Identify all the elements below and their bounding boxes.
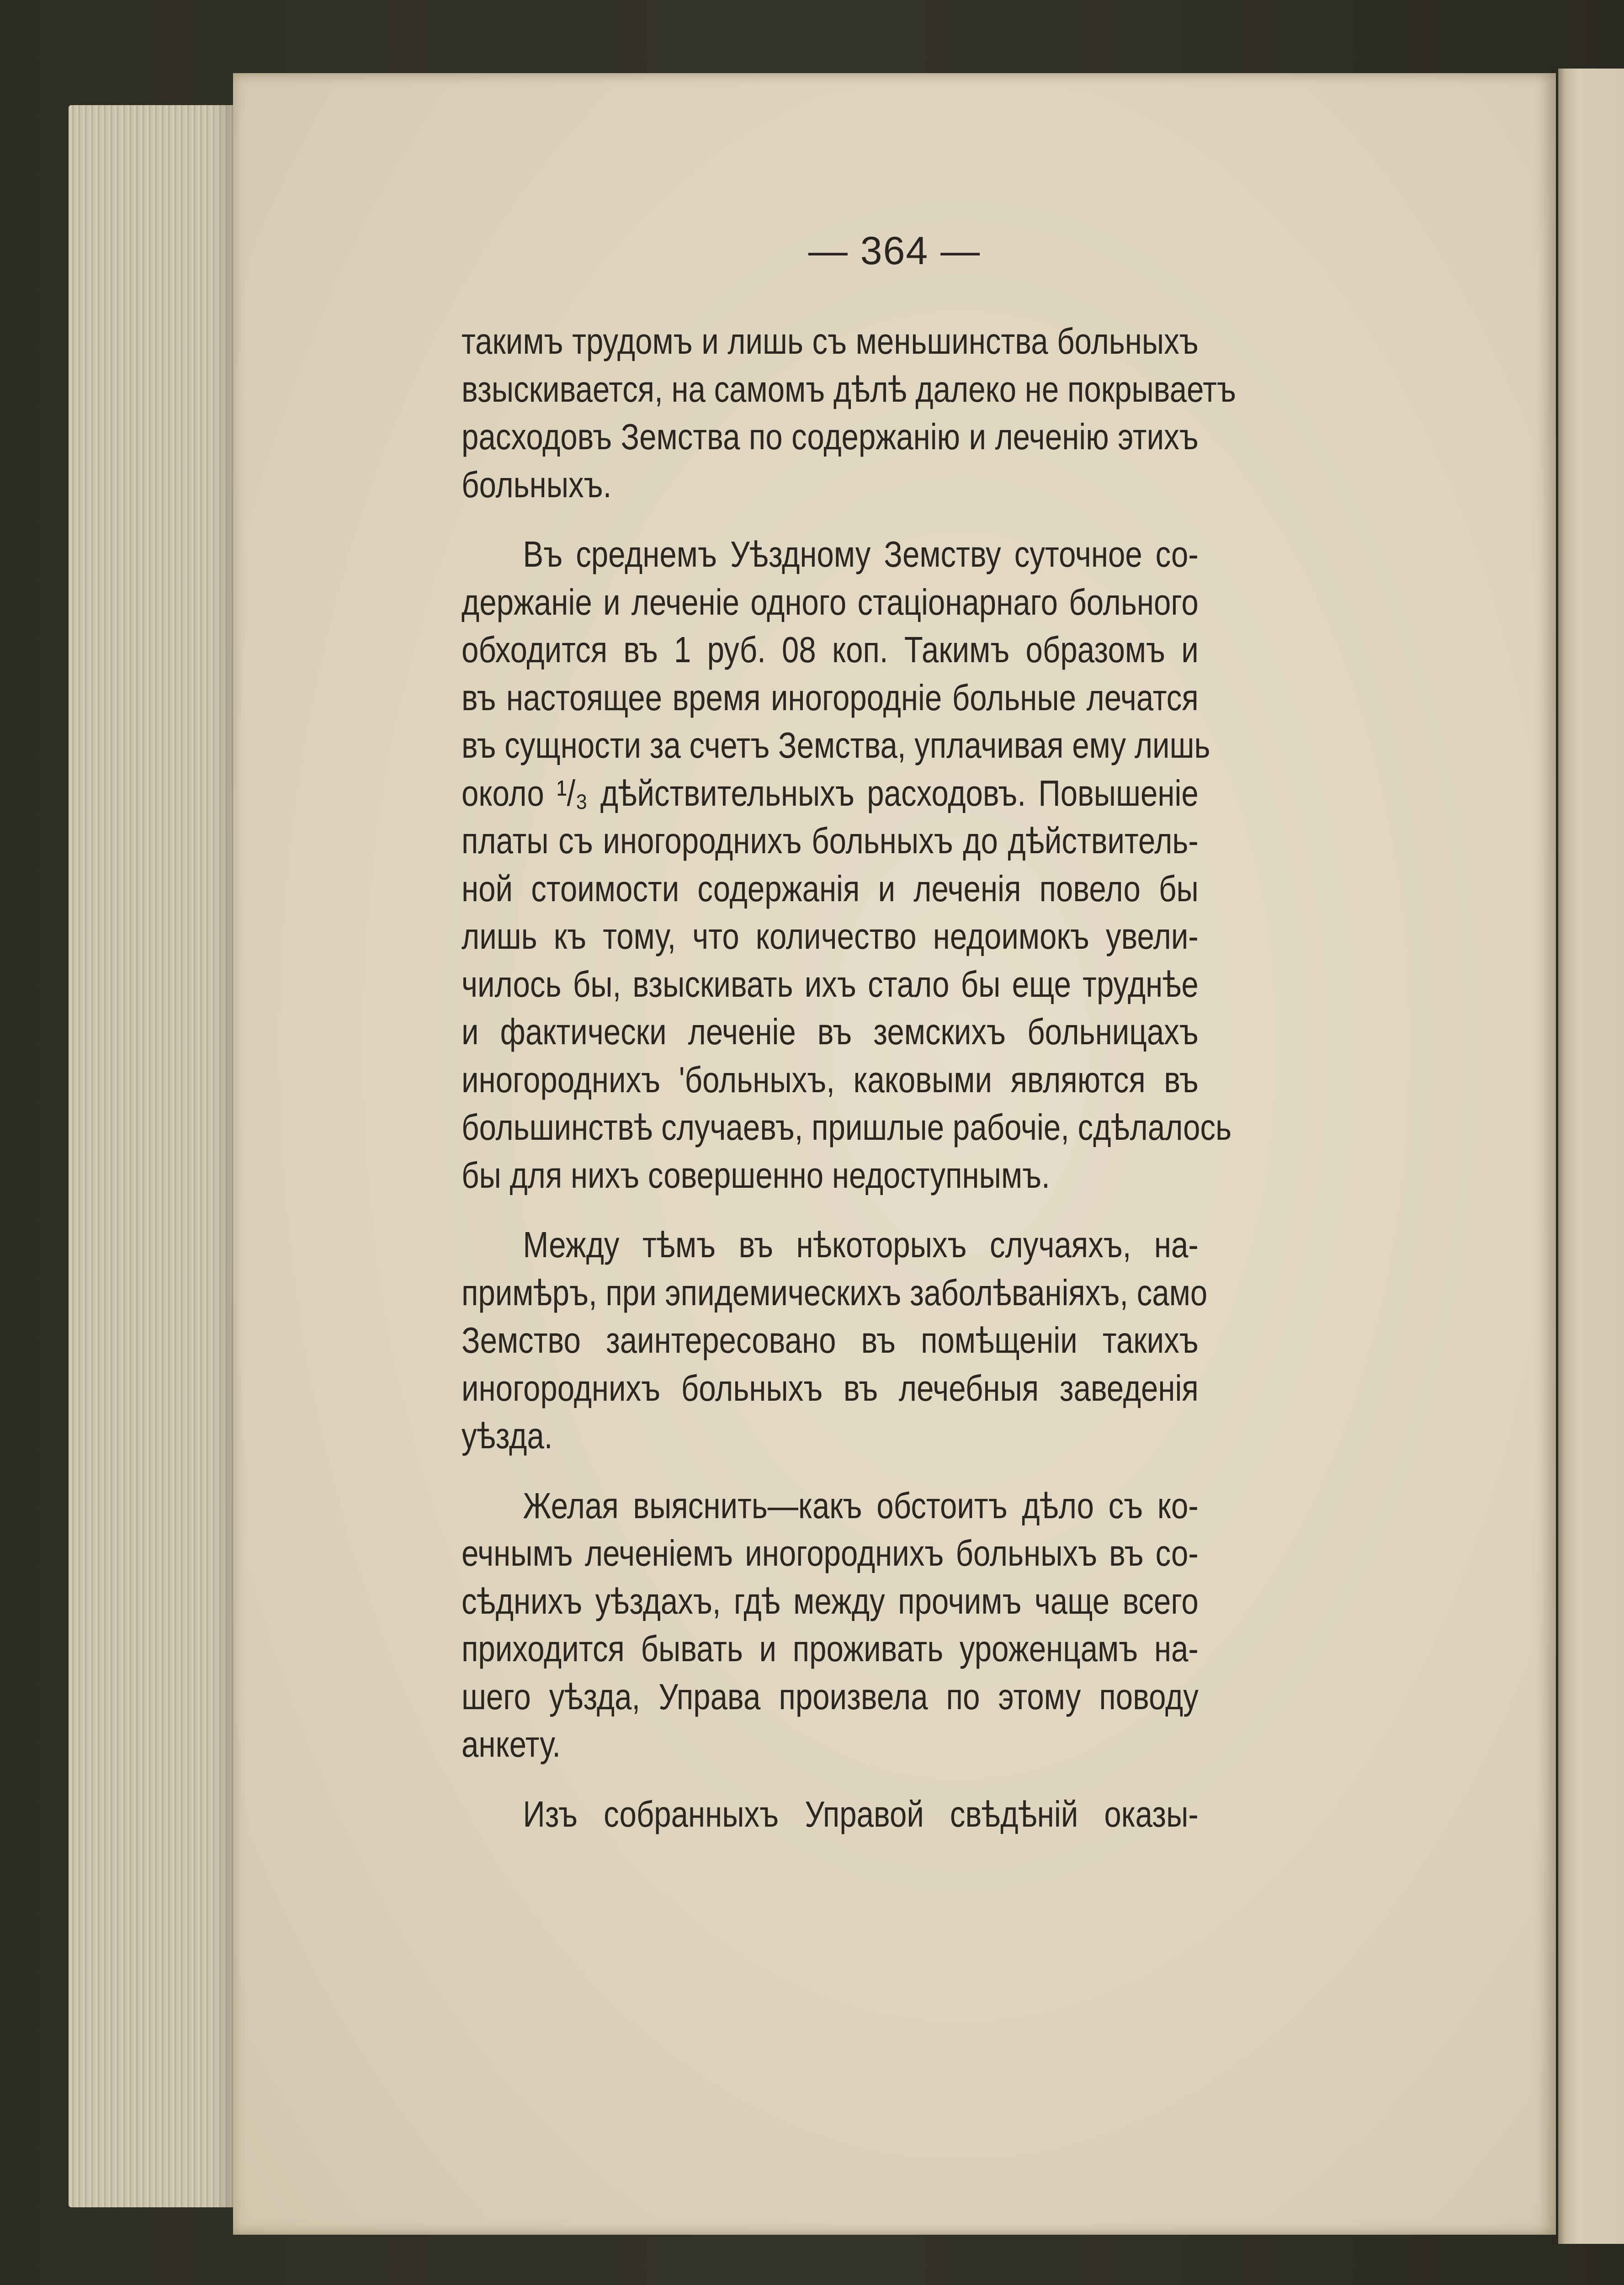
body-text (462, 318, 1237, 1838)
text-line: больныхъ. (462, 464, 612, 505)
text-line: лишь къ тому, что количество недоимокъ увели- (462, 916, 1199, 957)
text-line: иногороднихъ больныхъ въ лечебныя заведенія (462, 1367, 1199, 1408)
page-number: — 364 — (808, 229, 981, 273)
book-page (233, 73, 1556, 2235)
text-line: Между тѣмъ въ нѣкоторыхъ случаяхъ, на- (523, 1224, 1199, 1265)
text-line: иногороднихъ 'больныхъ, каковыми являются въ (462, 1059, 1199, 1100)
text-line: ной стоимости содержанія и леченія повело бы (462, 868, 1199, 909)
text-line: анкету. (462, 1724, 561, 1764)
text-line: держаніе и леченіе одного стаціонарнаго больного (462, 581, 1199, 622)
text-line: Желая выяснить—какъ обстоитъ дѣло съ ко- (523, 1485, 1199, 1526)
text-line: взыскивается, на самомъ дѣлѣ далеко не покрываетъ (462, 368, 1237, 409)
text-line: около ¹/₃ дѣйствительныхъ расходовъ. Повышеніе (462, 772, 1199, 813)
text-line: Изъ собранныхъ Управой свѣдѣній оказы- (523, 1793, 1199, 1834)
text-line: въ сущности за счетъ Земства, уплачивая ему лишь (462, 725, 1210, 765)
text-line: сѣднихъ уѣздахъ, гдѣ между прочимъ чаще всего (462, 1580, 1199, 1621)
text-line: Въ среднемъ Уѣздному Земству суточное со- (523, 534, 1199, 574)
text-line: приходится бывать и проживать уроженцамъ на- (462, 1628, 1199, 1669)
text-line: примѣръ, при эпидемическихъ заболѣваніяхъ, само (462, 1272, 1208, 1313)
text-line: такимъ трудомъ и лишь съ меньшинства больныхъ (462, 321, 1199, 361)
text-line: ечнымъ леченіемъ иногороднихъ больныхъ въ со- (462, 1533, 1199, 1573)
text-line: чилось бы, взыскивать ихъ стало бы еще труднѣе (462, 963, 1199, 1004)
text-line: бы для нихъ совершенно недоступнымъ. (462, 1154, 1050, 1196)
text-line: шего уѣзда, Управа произвела по этому поводу (462, 1676, 1199, 1717)
next-page-edge (1558, 69, 1624, 2244)
text-line: и фактически леченіе въ земскихъ больницахъ (462, 1011, 1199, 1052)
text-line: расходовъ Земства по содержанію и леченію этихъ (462, 416, 1199, 457)
text-line: обходится въ 1 руб. 08 коп. Такимъ образомъ и (462, 629, 1199, 670)
text-line: платы съ иногороднихъ больныхъ до дѣйствитель- (462, 820, 1199, 861)
text-line: большинствѣ случаевъ, пришлые рабочіе, сдѣлалось (462, 1107, 1232, 1148)
text-line: Земство заинтересовано въ помѣщеніи такихъ (462, 1320, 1199, 1360)
text-line: въ настоящее время иногородніе больные лечатся (462, 677, 1199, 718)
text-line: уѣзда. (462, 1415, 553, 1456)
